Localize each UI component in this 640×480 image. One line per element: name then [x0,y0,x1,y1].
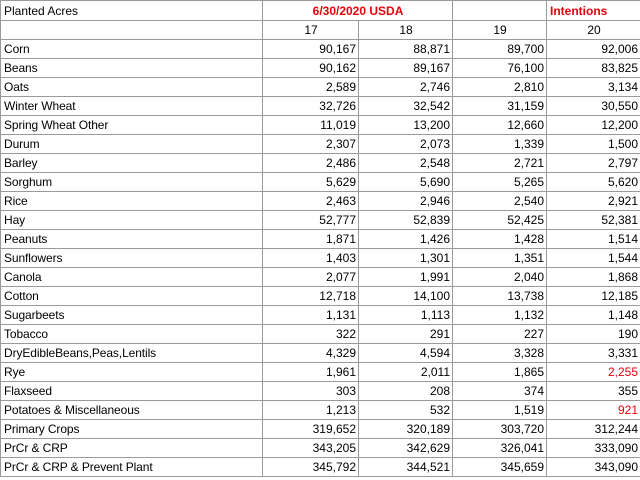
value-20: 333,090 [547,439,640,458]
value-20: 190 [547,325,640,344]
value-20: 355 [547,382,640,401]
table-title: Planted Acres [1,1,263,21]
table-row [1,439,640,458]
empty-header-cell [453,1,547,21]
value-17: 345,792 [263,458,359,477]
value-17: 2,077 [263,268,359,287]
table-row [1,249,640,268]
value-17: 2,463 [263,192,359,211]
value-19: 2,540 [453,192,547,211]
value-17: 5,629 [263,173,359,192]
value-18: 291 [359,325,453,344]
value-18: 2,548 [359,154,453,173]
table-row [1,192,640,211]
value-20: 3,134 [547,78,640,97]
value-18: 2,946 [359,192,453,211]
crop-label: PrCr & CRP [1,439,263,458]
value-17: 1,961 [263,363,359,382]
value-18: 1,426 [359,230,453,249]
crop-label: Tobacco [1,325,263,344]
value-17: 90,167 [263,40,359,59]
crop-label: Primary Crops [1,420,263,439]
value-19: 2,040 [453,268,547,287]
crop-label: Potatoes & Miscellaneous [1,401,263,420]
value-20: 2,921 [547,192,640,211]
value-19: 1,865 [453,363,547,382]
value-19: 227 [453,325,547,344]
crop-label: Sunflowers [1,249,263,268]
table-row [1,97,640,116]
table-row [1,287,640,306]
value-20: 5,620 [547,173,640,192]
value-19: 1,519 [453,401,547,420]
value-18: 208 [359,382,453,401]
table-row [1,211,640,230]
value-19: 76,100 [453,59,547,78]
table-body [1,1,640,477]
value-18: 32,542 [359,97,453,116]
value-17: 319,652 [263,420,359,439]
crop-label: PrCr & CRP & Prevent Plant [1,458,263,477]
value-20: 83,825 [547,59,640,78]
value-19: 1,428 [453,230,547,249]
value-20: 30,550 [547,97,640,116]
value-17: 90,162 [263,59,359,78]
value-18: 5,690 [359,173,453,192]
value-19: 52,425 [453,211,547,230]
value-20: 2,797 [547,154,640,173]
value-18: 320,189 [359,420,453,439]
value-20: 3,331 [547,344,640,363]
value-20: 921 [547,401,640,420]
value-19: 5,265 [453,173,547,192]
value-17: 12,718 [263,287,359,306]
table-row [1,116,640,135]
value-19: 12,660 [453,116,547,135]
table-row [1,401,640,420]
value-20: 92,006 [547,40,640,59]
table-row [1,78,640,97]
value-18: 532 [359,401,453,420]
year-header-19: 19 [453,21,547,40]
empty-header-cell [1,21,263,40]
table-row [1,154,640,173]
intentions-label: Intentions [547,1,640,21]
value-20: 12,185 [547,287,640,306]
value-20: 1,868 [547,268,640,287]
value-17: 4,329 [263,344,359,363]
value-19: 1,339 [453,135,547,154]
crop-label: DryEdibleBeans,Peas,Lentils [1,344,263,363]
table-row [1,230,640,249]
table-row [1,458,640,477]
crop-label: Barley [1,154,263,173]
year-header-17: 17 [263,21,359,40]
header-row-years [1,21,640,40]
value-19: 303,720 [453,420,547,439]
table-row [1,173,640,192]
crop-label: Spring Wheat Other [1,116,263,135]
value-19: 1,351 [453,249,547,268]
table-row [1,363,640,382]
value-17: 2,589 [263,78,359,97]
value-20: 52,381 [547,211,640,230]
value-18: 2,011 [359,363,453,382]
value-19: 2,721 [453,154,547,173]
value-20: 1,500 [547,135,640,154]
value-19: 326,041 [453,439,547,458]
table-row [1,306,640,325]
value-17: 343,205 [263,439,359,458]
value-17: 1,403 [263,249,359,268]
value-19: 3,328 [453,344,547,363]
value-17: 303 [263,382,359,401]
crop-label: Rice [1,192,263,211]
value-18: 88,871 [359,40,453,59]
value-17: 2,307 [263,135,359,154]
value-20: 2,255 [547,363,640,382]
value-20: 1,514 [547,230,640,249]
value-19: 89,700 [453,40,547,59]
value-18: 1,991 [359,268,453,287]
value-19: 31,159 [453,97,547,116]
value-20: 312,244 [547,420,640,439]
crop-label: Rye [1,363,263,382]
table-row [1,325,640,344]
crop-label: Beans [1,59,263,78]
value-20: 343,090 [547,458,640,477]
value-18: 89,167 [359,59,453,78]
value-17: 1,131 [263,306,359,325]
value-19: 13,738 [453,287,547,306]
crop-label: Oats [1,78,263,97]
value-17: 1,871 [263,230,359,249]
value-19: 345,659 [453,458,547,477]
table-row [1,344,640,363]
value-18: 1,301 [359,249,453,268]
value-17: 1,213 [263,401,359,420]
crop-label: Peanuts [1,230,263,249]
table-row [1,420,640,439]
value-18: 2,073 [359,135,453,154]
value-19: 2,810 [453,78,547,97]
value-18: 4,594 [359,344,453,363]
value-18: 2,746 [359,78,453,97]
table-row [1,40,640,59]
table-row [1,382,640,401]
crop-label: Hay [1,211,263,230]
table-row [1,135,640,154]
value-17: 322 [263,325,359,344]
table-row [1,59,640,78]
crop-label: Winter Wheat [1,97,263,116]
crop-label: Canola [1,268,263,287]
crop-label: Sugarbeets [1,306,263,325]
value-19: 1,132 [453,306,547,325]
value-17: 2,486 [263,154,359,173]
value-18: 14,100 [359,287,453,306]
table-row [1,268,640,287]
value-20: 1,544 [547,249,640,268]
crop-label: Sorghum [1,173,263,192]
value-20: 1,148 [547,306,640,325]
value-20: 12,200 [547,116,640,135]
value-19: 374 [453,382,547,401]
crop-label: Durum [1,135,263,154]
value-17: 11,019 [263,116,359,135]
crop-label: Flaxseed [1,382,263,401]
crop-label: Cotton [1,287,263,306]
value-18: 344,521 [359,458,453,477]
usda-source-label: 6/30/2020 USDA [263,1,453,21]
value-17: 32,726 [263,97,359,116]
year-header-18: 18 [359,21,453,40]
value-18: 52,839 [359,211,453,230]
value-17: 52,777 [263,211,359,230]
header-row-sources [1,1,640,21]
crop-label: Corn [1,40,263,59]
value-18: 342,629 [359,439,453,458]
value-18: 1,113 [359,306,453,325]
year-header-20: 20 [547,21,640,40]
value-18: 13,200 [359,116,453,135]
